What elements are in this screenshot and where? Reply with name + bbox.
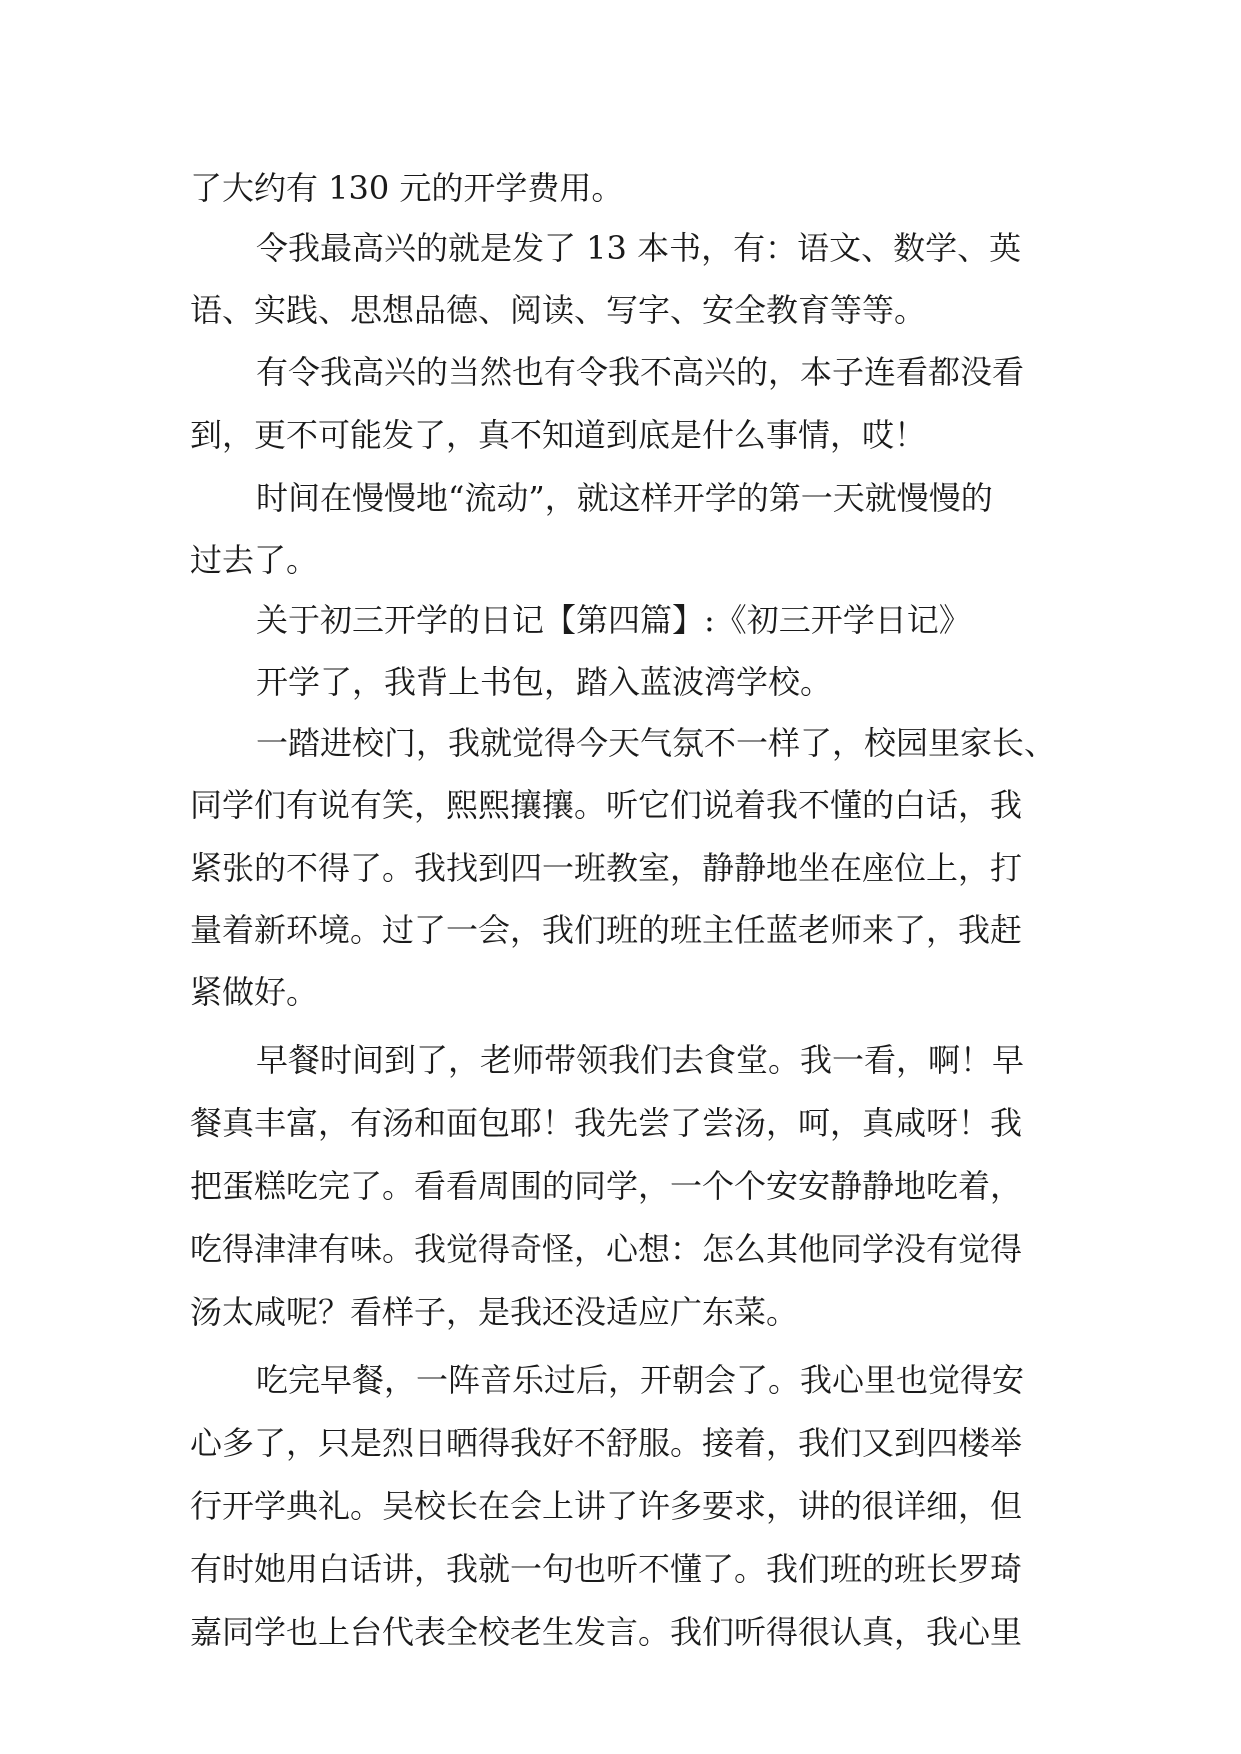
text-line-16: 餐真丰富，有汤和面包耶！我先尝了尝汤，呵，真咸呀！我 — [190, 1104, 1023, 1142]
text-line-9: 开学了，我背上书包，踏入蓝波湾学校。 — [256, 663, 833, 701]
text-line-14: 紧做好。 — [190, 973, 319, 1011]
text-line-4: 有令我高兴的当然也有令我不高兴的，本子连看都没看 — [256, 353, 1025, 391]
text-line-23: 有时她用白话讲，我就一句也听不懂了。我们班的班长罗琦 — [190, 1550, 1023, 1588]
text-line-24: 嘉同学也上台代表全校老生发言。我们听得很认真，我心里 — [190, 1613, 1023, 1651]
text-line-15: 早餐时间到了，老师带领我们去食堂。我一看，啊！早 — [256, 1041, 1025, 1079]
text-line-2: 令我最高兴的就是发了 13 本书，有：语文、数学、英 — [256, 229, 1022, 267]
text-line-17: 把蛋糕吃完了。看看周围的同学，一个个安安静静地吃着， — [190, 1167, 1023, 1205]
text-line-11: 同学们有说有笑，熙熙攘攘。听它们说着我不懂的白话，我 — [190, 786, 1023, 824]
text-line-12: 紧张的不得了。我找到四一班教室，静静地坐在座位上，打 — [190, 849, 1023, 887]
text-line-21: 心多了，只是烈日晒得我好不舒服。接着，我们又到四楼举 — [190, 1424, 1023, 1462]
text-line-3: 语、实践、思想品德、阅读、写字、安全教育等等。 — [190, 291, 927, 329]
text-line-6: 时间在慢慢地“流动”，就这样开学的第一天就慢慢的 — [256, 479, 993, 517]
text-line-5: 到，更不可能发了，真不知道到底是什么事情，哎！ — [190, 416, 927, 454]
text-line-1: 了大约有 130 元的开学费用。 — [190, 169, 624, 207]
text-line-20: 吃完早餐，一阵音乐过后，开朝会了。我心里也觉得安 — [256, 1361, 1025, 1399]
text-line-7: 过去了。 — [190, 541, 319, 579]
text-line-18: 吃得津津有味。我觉得奇怪，心想：怎么其他同学没有觉得 — [190, 1230, 1023, 1268]
text-line-10: 一踏进校门，我就觉得今天气氛不一样了，校园里家长、 — [256, 724, 1057, 762]
text-line-19: 汤太咸呢？看样子，是我还没适应广东菜。 — [190, 1293, 799, 1331]
text-line-22: 行开学典礼。吴校长在会上讲了许多要求，讲的很详细，但 — [190, 1487, 1023, 1525]
text-line-8: 关于初三开学的日记【第四篇】:《初三开学日记》 — [256, 601, 971, 639]
text-line-13: 量着新环境。过了一会，我们班的班主任蓝老师来了，我赶 — [190, 911, 1023, 949]
